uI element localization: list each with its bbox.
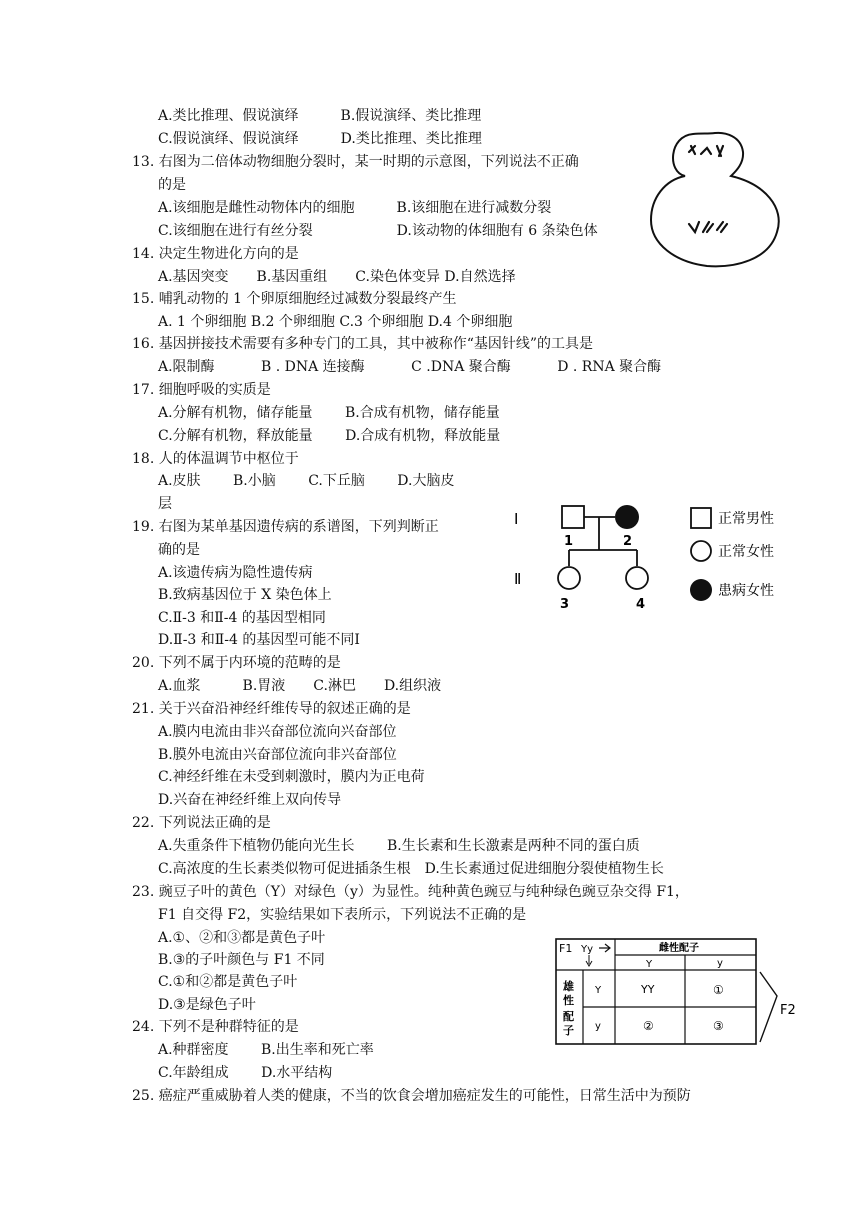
q18-stem: 18. 人的体温调节中枢位于 (132, 451, 299, 467)
q22-options-ab: A.失重条件下植物仍能向光生长 B.生长素和生长激素是两种不同的蛋白质 (158, 838, 640, 854)
legend-affected-label: 患病女性 (718, 583, 774, 599)
q16-options: A.限制酶 B . DNA 连接酶 C .DNA 聚合酶 D . RNA 聚合酶 (158, 359, 662, 375)
q21-option-a: A.膜内电流由非兴奋部位流向兴奋部位 (158, 724, 397, 740)
generation-1-label: Ⅰ (514, 510, 519, 528)
q20-stem: 20. 下列不属于内环境的范畴的是 (132, 655, 341, 671)
individual-3-number: 3 (560, 597, 570, 612)
cell-YY: YY (641, 983, 655, 996)
individual-1-number: 1 (564, 534, 574, 549)
q15-options: A. 1 个卵细胞 B.2 个卵细胞 C.3 个卵细胞 D.4 个卵细胞 (158, 314, 513, 330)
q23-stem: 23. 豌豆子叶的黄色（Y）对绿色（y）为显性。纯种黄色豌豆与纯种绿色豌豆杂交得 F1， (132, 884, 689, 900)
individual-2-affected-female (615, 505, 639, 529)
q17-options-ab: A.分解有机物，储存能量 B.合成有机物，储存能量 (158, 405, 500, 421)
legend-female-symbol (691, 541, 711, 561)
q15-stem: 15. 哺乳动物的 1 个卵原细胞经过减数分裂最终产生 (132, 291, 457, 307)
individual-3-female (558, 567, 580, 589)
legend-affected-symbol (690, 579, 712, 601)
q19-option-a: A.该遗传病为隐性遗传病 (158, 565, 313, 581)
q14-options: A.基因突变 B.基因重组 C.染色体变异 D.自然选择 (158, 269, 516, 285)
q12-options-cd: C.假说演绎、假说演绎 D.类比推理、类比推理 (158, 131, 482, 147)
q20-options: A.血浆 B.胃液 C.淋巴 D.组织液 (158, 678, 442, 694)
q14-stem: 14. 决定生物进化方向的是 (132, 246, 299, 262)
legend-male-label: 正常男性 (718, 511, 774, 527)
q16-stem: 16. 基因拼接技术需要有多种专门的工具，其中被称作“基因针线”的工具是 (132, 336, 594, 352)
q13-options-ab: A.该细胞是雌性动物体内的细胞 B.该细胞在进行减数分裂 (158, 200, 552, 216)
q19-option-d: D.Ⅱ-3 和Ⅱ-4 的基因型可能不同Ⅰ (158, 632, 360, 648)
q19-stem-cont: 确的是 (158, 542, 200, 558)
cell-2: ② (643, 1019, 654, 1033)
individual-1-male (562, 506, 584, 528)
q23-option-c: C.①和②都是黄色子叶 (158, 974, 298, 990)
male-gamete-char-2: 性 (563, 994, 574, 1007)
q13-stem-cont: 的是 (158, 177, 186, 193)
q13-stem: 13. 右图为二倍体动物细胞分裂时，某一时期的示意图，下列说法不正确 (132, 154, 579, 170)
q22-options-cd: C.高浓度的生长素类似物可促进插条生根 D.生长素通过促进细胞分裂使植物生长 (158, 861, 664, 877)
q23-option-b: B.③的子叶颜色与 F1 不同 (158, 952, 325, 968)
individual-4-number: 4 (636, 597, 646, 612)
q13-options-cd: C.该细胞在进行有丝分裂 D.该动物的体细胞有 6 条染色体 (158, 223, 598, 239)
arrow-icon (599, 944, 610, 952)
generation-2-label: Ⅱ (514, 570, 522, 588)
male-gamete-char-3: 配 (563, 1010, 574, 1023)
q21-option-d: D.兴奋在神经纤维上双向传导 (158, 792, 342, 808)
row-header-Y: Y (595, 985, 602, 996)
cell-outline (651, 133, 779, 266)
down-arrow-icon (586, 955, 592, 966)
q18-options-cont: 层 (158, 496, 172, 512)
q24-stem: 24. 下列不是种群特征的是 (132, 1019, 299, 1035)
q24-options-ab: A.种群密度 B.出生率和死亡率 (158, 1042, 374, 1058)
cell-3: ③ (713, 1019, 724, 1033)
cell-division-figure (645, 128, 785, 270)
individual-2-number: 2 (623, 534, 633, 549)
q21-stem: 21. 关于兴奋沿神经纤维传导的叙述正确的是 (132, 701, 411, 717)
legend-female-label: 正常女性 (718, 544, 774, 560)
q19-option-b: B.致病基因位于 X 染色体上 (158, 587, 332, 603)
individual-4-female (626, 567, 648, 589)
q12-options-ab: A.类比推理、假说演绎 B.假说演绎、类比推理 (158, 108, 482, 124)
legend-male-symbol (691, 508, 711, 528)
f2-label: F2 (780, 1003, 796, 1018)
q22-stem: 22. 下列说法正确的是 (132, 815, 271, 831)
column-header-Y: Y (646, 959, 653, 970)
q17-stem: 17. 细胞呼吸的实质是 (132, 382, 271, 398)
f2-brace (760, 972, 777, 1042)
male-gamete-char-4: 子 (563, 1024, 574, 1037)
q23-stem-cont: F1 自交得 F2，实验结果如下表所示，下列说法不正确的是 (158, 907, 527, 923)
q18-options: A.皮肤 B.小脑 C.下丘脑 D.大脑皮 (158, 473, 455, 489)
f1-label: F1 (559, 942, 573, 955)
pedigree-figure (510, 498, 810, 618)
q21-option-c: C.神经纤维在未受到刺激时，膜内为正电荷 (158, 769, 425, 785)
q24-options-cd: C.年龄组成 D.水平结构 (158, 1065, 333, 1081)
q17-options-cd: C.分解有机物，释放能量 D.合成有机物，释放能量 (158, 428, 501, 444)
q23-option-d: D.③是绿色子叶 (158, 997, 256, 1013)
f1-genotype: Yy (581, 944, 594, 955)
q19-option-c: C.Ⅱ-3 和Ⅱ-4 的基因型相同 (158, 610, 326, 626)
cell-1: ① (713, 983, 724, 997)
q21-option-b: B.膜外电流由兴奋部位流向非兴奋部位 (158, 747, 397, 763)
q25-stem: 25. 癌症严重威胁着人类的健康，不当的饮食会增加癌症发生的可能性，日常生活中为预防 (132, 1088, 691, 1104)
q19-stem: 19. 右图为某单基因遗传病的系谱图，下列判断正 (132, 519, 439, 535)
punnett-table (555, 938, 805, 1046)
male-gamete-char-1: 雄 (563, 980, 574, 993)
column-header-y: y (717, 958, 723, 969)
row-header-y: y (595, 1021, 601, 1032)
q23-option-a: A.①、②和③都是黄色子叶 (158, 930, 326, 946)
female-gamete-header: 雌性配子 (659, 943, 699, 954)
